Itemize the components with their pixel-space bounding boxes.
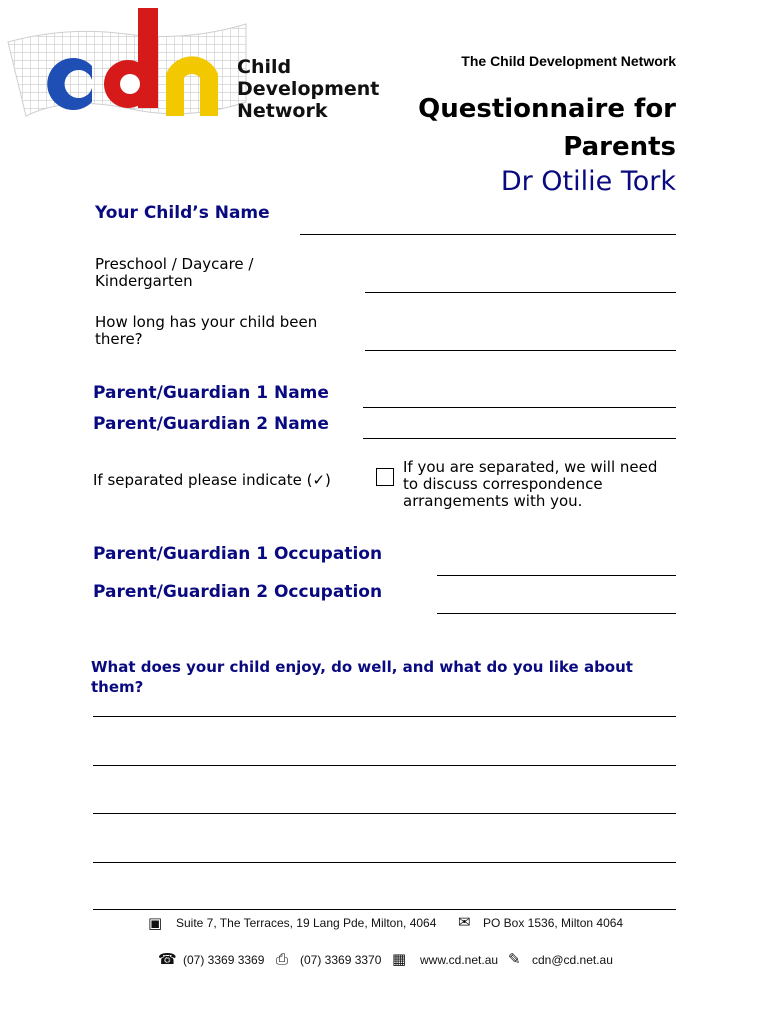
parent1-name-field[interactable] bbox=[363, 407, 676, 408]
answer-line-2[interactable] bbox=[93, 765, 676, 766]
fax-icon: ⎙ bbox=[276, 950, 289, 968]
doctor-name: Dr Otilie Tork bbox=[500, 166, 676, 197]
building-icon: ▣ bbox=[148, 914, 163, 932]
parent2-name-label: Parent/Guardian 2 Name bbox=[93, 414, 329, 434]
separated-label: If separated please indicate (✓) bbox=[93, 471, 331, 489]
page-title-line-1: Questionnaire for bbox=[418, 94, 676, 124]
page-title-line-2: Parents bbox=[563, 132, 676, 162]
separated-note-line-2: to discuss correspondence bbox=[403, 475, 603, 493]
enjoy-question bbox=[91, 657, 633, 697]
parent2-occupation-field[interactable] bbox=[437, 613, 676, 614]
preschool-label bbox=[95, 256, 253, 290]
answer-line-4[interactable] bbox=[93, 862, 676, 863]
parent1-name-label: Parent/Guardian 1 Name bbox=[93, 383, 329, 403]
preschool-field[interactable] bbox=[365, 292, 676, 293]
preschool-label-line-1: Preschool / Daycare / bbox=[95, 255, 254, 273]
footer-address: Suite 7, The Terraces, 19 Lang Pde, Milton, 4064 bbox=[176, 916, 437, 930]
how-long-label-line-2: there? bbox=[95, 330, 143, 348]
cdn-logo-mark bbox=[6, 4, 256, 134]
footer-website[interactable]: www.cd.net.au bbox=[420, 953, 499, 967]
parent1-occupation-label: Parent/Guardian 1 Occupation bbox=[93, 544, 383, 564]
separated-note bbox=[403, 459, 657, 510]
envelope-icon: ✉ bbox=[458, 913, 471, 931]
footer-po-box: PO Box 1536, Milton 4064 bbox=[483, 916, 624, 930]
cdn-logo bbox=[6, 4, 396, 134]
parent2-occupation-label: Parent/Guardian 2 Occupation bbox=[93, 582, 383, 602]
logo-wordmark bbox=[237, 56, 379, 122]
separated-note-line-1: If you are separated, we will need bbox=[403, 458, 658, 476]
how-long-field[interactable] bbox=[365, 350, 676, 351]
footer-address-row bbox=[148, 913, 162, 932]
answer-line-3[interactable] bbox=[93, 813, 676, 814]
logo-line-1: Child bbox=[237, 56, 292, 78]
footer-email[interactable]: cdn@cd.net.au bbox=[532, 953, 613, 967]
logo-line-2: Development bbox=[237, 78, 380, 100]
mail-icon: ✎ bbox=[508, 950, 521, 968]
parent2-name-field[interactable] bbox=[363, 438, 676, 439]
answer-line-1[interactable] bbox=[93, 716, 676, 717]
parent1-occupation-field[interactable] bbox=[437, 575, 676, 576]
org-name: The Child Development Network bbox=[461, 53, 676, 69]
enjoy-question-line-2: them? bbox=[91, 678, 144, 696]
separated-note-line-3: arrangements with you. bbox=[403, 492, 583, 510]
separated-checkbox[interactable] bbox=[376, 468, 394, 486]
footer-fax: (07) 3369 3370 bbox=[300, 953, 382, 967]
answer-line-5[interactable] bbox=[93, 909, 676, 910]
how-long-label-line-1: How long has your child been bbox=[95, 313, 318, 331]
footer-phone: (07) 3369 3369 bbox=[183, 953, 265, 967]
enjoy-question-line-1: What does your child enjoy, do well, and what do you like about bbox=[91, 658, 633, 676]
how-long-label bbox=[95, 314, 317, 348]
computer-icon: ▦ bbox=[392, 950, 407, 968]
child-name-label: Your Child’s Name bbox=[95, 203, 270, 223]
logo-line-3: Network bbox=[237, 100, 328, 122]
child-name-field[interactable] bbox=[300, 234, 676, 235]
phone-icon: ☎ bbox=[158, 950, 177, 968]
preschool-label-line-2: Kindergarten bbox=[95, 272, 193, 290]
